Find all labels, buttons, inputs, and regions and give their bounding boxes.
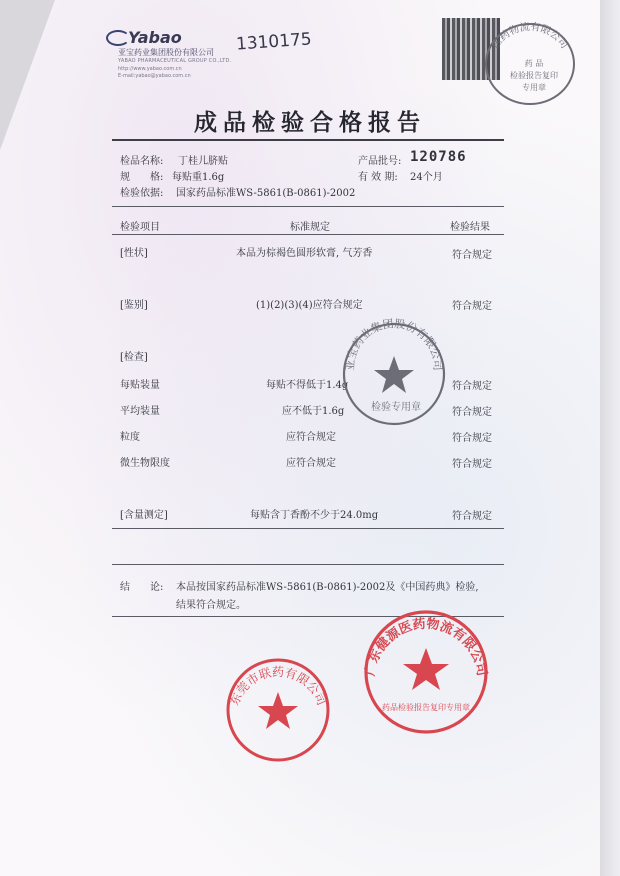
stamp-center-line-2: 检验报告复印 bbox=[510, 71, 558, 80]
row-result: 符合规定 bbox=[452, 250, 492, 261]
info-rule bbox=[112, 206, 504, 207]
company-website: http://www.yabao.com.cn bbox=[118, 66, 182, 72]
conclusion-label: 结 论: bbox=[120, 582, 164, 593]
validity-label: 有 效 期: bbox=[358, 172, 398, 183]
conclusion-line-2: 结果符合规定。 bbox=[176, 600, 246, 611]
handwritten-note: 1310175 bbox=[235, 29, 313, 55]
report-title: 成品检验合格报告 bbox=[194, 109, 426, 136]
row-standard: 应符合规定 bbox=[286, 458, 336, 469]
stamp-ring-text: 东莞市联药有限公司 bbox=[227, 665, 329, 708]
batch-label: 产品批号: bbox=[358, 156, 402, 167]
row-standard: 本品为棕褐色圆形软膏, 气芳香 bbox=[236, 248, 373, 259]
conclusion-line-1: 本品按国家药品标准WS-5861(B-0861)-2002及《中国药典》检验, bbox=[176, 582, 479, 593]
row-standard: 每贴不得低于1.4g bbox=[266, 380, 349, 391]
row-item: 粒度 bbox=[120, 432, 140, 443]
row-result: 符合规定 bbox=[452, 381, 492, 392]
table-bottom-rule bbox=[112, 528, 504, 529]
copy-stamp-top-right bbox=[480, 20, 580, 106]
yabao-logo-icon bbox=[106, 30, 130, 46]
company-email: E-mail:yabao@yabao.com.cn bbox=[118, 73, 191, 79]
stamp-ring-text: 医药物流有限公司 bbox=[490, 21, 570, 51]
product-name-label: 检品名称: bbox=[120, 156, 164, 167]
conclusion-top-rule bbox=[112, 564, 504, 565]
stamp-inner-text: 药品检验报告复印专用章 bbox=[382, 703, 470, 712]
row-item: [含量测定] bbox=[120, 510, 168, 521]
row-standard: 应不低于1.6g bbox=[282, 406, 345, 417]
logistics-stamp-bottom-right bbox=[360, 606, 492, 738]
company-logo-text: Yabao bbox=[128, 28, 182, 47]
company-contact bbox=[118, 66, 191, 80]
col-header-item: 检验项目 bbox=[120, 222, 160, 233]
spec-label: 规 格: bbox=[120, 172, 164, 183]
row-standard: 应符合规定 bbox=[286, 432, 336, 443]
star-icon bbox=[258, 692, 298, 729]
row-standard: 每贴含丁香酚不少于24.0mg bbox=[250, 510, 379, 521]
company-name: 亚宝药业集团股份有限公司 bbox=[118, 48, 214, 57]
stamp-center-line-1: 药 品 bbox=[524, 59, 544, 68]
stamp-center-line-3: 专用章 bbox=[522, 83, 546, 92]
row-item: 微生物限度 bbox=[120, 458, 170, 469]
row-standard: (1)(2)(3)(4)应符合规定 bbox=[256, 300, 363, 311]
row-item: [性状] bbox=[120, 248, 148, 259]
basis-value: 国家药品标准WS-5861(B-0861)-2002 bbox=[176, 188, 356, 199]
stamp-ring-text: 亚宝药业集团股份有限公司 bbox=[343, 318, 445, 372]
row-item: 平均装量 bbox=[120, 406, 160, 417]
row-result: 符合规定 bbox=[452, 407, 492, 418]
product-name-value: 丁桂儿脐贴 bbox=[178, 156, 228, 167]
row-result: 符合规定 bbox=[452, 433, 492, 444]
row-result: 符合规定 bbox=[452, 459, 492, 470]
batch-value: 120786 bbox=[410, 149, 467, 165]
stamp-bottom-text: 检验专用章 bbox=[371, 402, 421, 413]
row-item: 每贴装量 bbox=[120, 380, 160, 391]
star-icon bbox=[374, 356, 414, 393]
validity-value: 24个月 bbox=[410, 172, 443, 183]
header-rule bbox=[112, 234, 504, 235]
row-result: 符合规定 bbox=[452, 511, 492, 522]
star-icon bbox=[403, 648, 449, 690]
company-stamp-bottom-left bbox=[222, 654, 334, 766]
col-header-standard: 标准规定 bbox=[290, 222, 330, 233]
inspection-stamp-middle bbox=[338, 318, 450, 430]
spec-value: 每贴重1.6g bbox=[172, 172, 225, 183]
row-result: 符合规定 bbox=[452, 301, 492, 312]
title-rule bbox=[112, 139, 504, 141]
col-header-result: 检验结果 bbox=[450, 222, 490, 233]
basis-label: 检验依据: bbox=[120, 188, 164, 199]
company-name-english: YABAO PHARMACEUTICAL GROUP CO.,LTD. bbox=[118, 58, 232, 64]
row-item: [鉴别] bbox=[120, 300, 148, 311]
stamp-ring-text: 广东健源医药物流有限公司 bbox=[362, 616, 490, 678]
row-item: [检查] bbox=[120, 352, 148, 363]
